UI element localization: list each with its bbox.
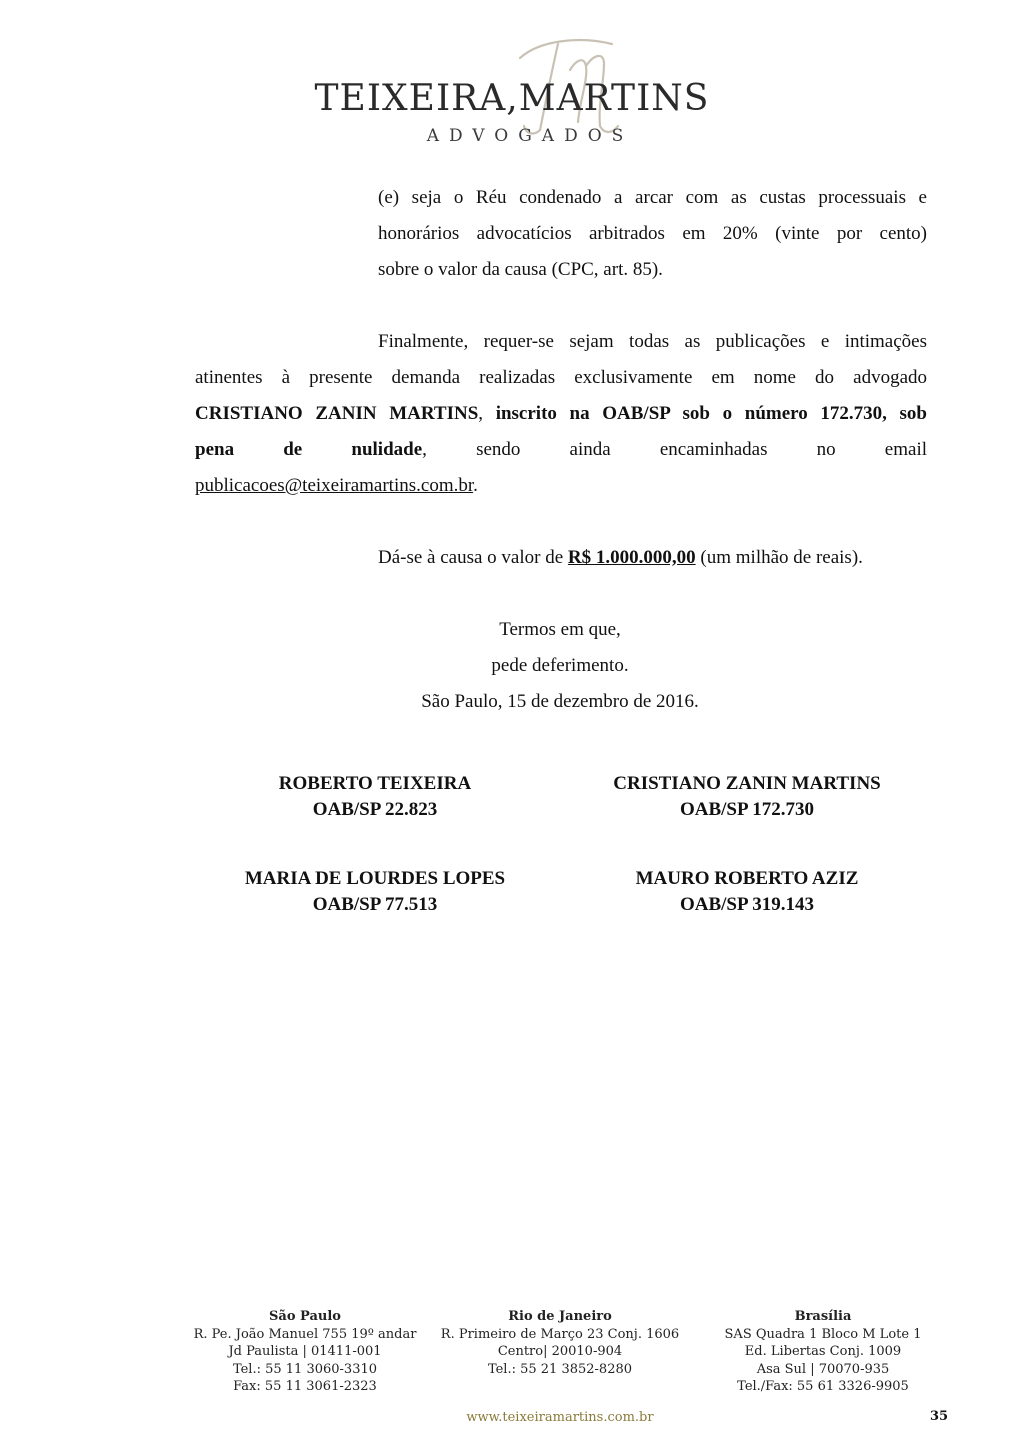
word-sendo: sendo [476, 439, 521, 460]
office-city: Rio de Janeiro [508, 1309, 612, 1324]
footer-office-rio [435, 1308, 685, 1378]
item-e-line-3: sobre o valor da causa (CPC, art. 85). [378, 259, 663, 280]
valor-da-causa [378, 540, 863, 576]
email-link[interactable]: publicacoes@teixeiramartins.com.br [195, 475, 474, 496]
word-ainda: ainda [569, 439, 611, 460]
office-line: Fax: 55 11 3061-2323 [233, 1379, 377, 1394]
signatory-oab: OAB/SP 77.513 [312, 894, 438, 915]
word-de: de [283, 439, 303, 460]
footer-office-brasilia [712, 1308, 934, 1396]
item-e-line-1: (e) seja o Réu condenado a arcar com as custas processuais e [378, 187, 927, 208]
separator: , [478, 403, 496, 424]
signatory-name: MAURO ROBERTO AZIZ [635, 868, 859, 889]
signature-block [215, 866, 535, 918]
lawyer-name: CRISTIANO ZANIN MARTINS [195, 403, 479, 424]
office-line: Tel.: 55 11 3060-3310 [232, 1361, 378, 1377]
office-city: Brasília [794, 1309, 852, 1324]
email-tail: . [473, 475, 478, 496]
office-line: R. Pe. João Manuel 755 19º andar [193, 1326, 417, 1342]
footer-office-sao-paulo [185, 1308, 425, 1396]
word-pena: pena [195, 439, 235, 460]
item-e-line-2: honorários advocatícios arbitrados em 20% (vinte por cento) [378, 223, 927, 244]
office-line: Ed. Libertas Conj. 1009 [744, 1344, 902, 1359]
office-line: Jd Paulista | 01411-001 [228, 1344, 382, 1359]
finalmente-line-2: atinentes à presente demanda realizadas exclusivamente em nome do advogado [195, 367, 927, 388]
office-line: SAS Quadra 1 Bloco M Lote 1 [724, 1326, 922, 1342]
valor-prefix: Dá-se à causa o valor de [378, 547, 568, 568]
finalmente-line-4 [195, 432, 927, 468]
signatory-name: CRISTIANO ZANIN MARTINS [613, 773, 881, 794]
signatory-oab: OAB/SP 319.143 [679, 894, 815, 915]
closing-line-1: Termos em que, [499, 619, 621, 640]
signature-block [587, 771, 907, 823]
office-line: R. Primeiro de Março 23 Conj. 1606 [440, 1326, 680, 1342]
signature-block [225, 771, 525, 823]
signatory-oab: OAB/SP 22.823 [312, 799, 438, 820]
signatory-name: MARIA DE LOURDES LOPES [244, 868, 506, 889]
word-encaminhadas: encaminhadas [659, 439, 768, 460]
signatory-oab: OAB/SP 172.730 [679, 799, 815, 820]
office-line: Tel./Fax: 55 61 3326-9905 [737, 1379, 909, 1394]
office-line: Centro| 20010-904 [497, 1344, 623, 1359]
valor-suffix: (um milhão de reais). [695, 547, 863, 568]
word-nulidade: nulidade, [351, 439, 427, 460]
finalmente-line-1: Finalmente, requer-se sejam todas as publicações e intimações [378, 331, 927, 352]
closing-line-2: pede deferimento. [491, 655, 629, 676]
signatory-name: ROBERTO TEIXEIRA [278, 773, 472, 794]
oab-registration: inscrito na OAB/SP sob o número 172.730 [495, 403, 883, 424]
footer-website[interactable]: www.teixeiramartins.com.br [466, 1410, 654, 1425]
firm-subtitle: ADVOGADOS [426, 126, 634, 146]
word-email: email [884, 439, 927, 460]
signature-block [597, 866, 897, 918]
firm-name: TEIXEIRA,MARTINS [314, 78, 710, 119]
closing-date: São Paulo, 15 de dezembro de 2016. [421, 691, 699, 712]
word-no: no [816, 439, 836, 460]
finalmente-line-5 [195, 468, 478, 504]
office-city: São Paulo [269, 1309, 341, 1324]
finalmente-line-3 [195, 396, 927, 432]
line-tail: , sob [882, 403, 927, 424]
office-line: Asa Sul | 70070-935 [756, 1361, 890, 1377]
page-number: 35 [930, 1409, 949, 1424]
valor-amount: R$ 1.000.000,00 [567, 547, 696, 568]
office-line: Tel.: 55 21 3852-8280 [487, 1361, 633, 1377]
